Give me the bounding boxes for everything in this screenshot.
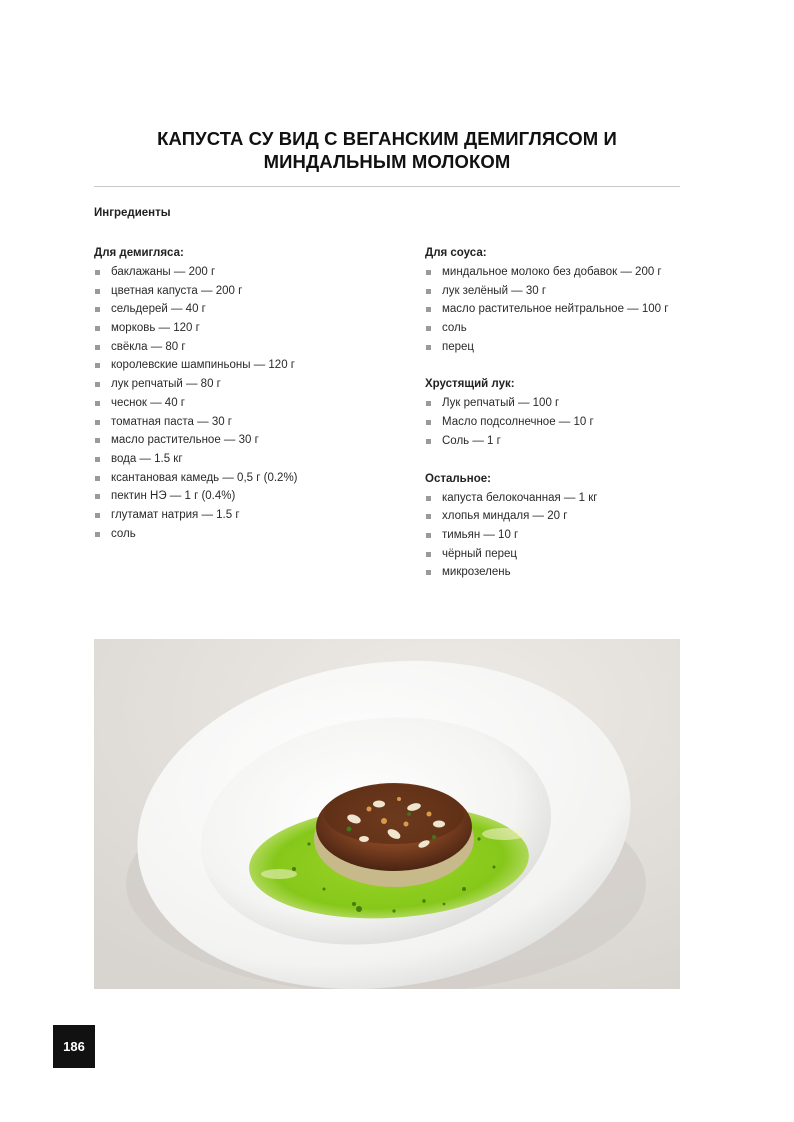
ingredient-list bbox=[94, 263, 404, 543]
group-title: Для соуса: bbox=[425, 247, 487, 259]
square-bullet-icon bbox=[426, 270, 431, 275]
ingredient-item: соль bbox=[94, 525, 404, 544]
ingredients-left-column bbox=[94, 244, 404, 543]
square-bullet-icon bbox=[95, 438, 100, 443]
square-bullet-icon bbox=[95, 326, 100, 331]
ingredient-list bbox=[425, 263, 725, 356]
square-bullet-icon bbox=[95, 494, 100, 499]
square-bullet-icon bbox=[426, 496, 431, 501]
square-bullet-icon bbox=[95, 401, 100, 406]
square-bullet-icon bbox=[426, 439, 431, 444]
ingredient-item: чеснок — 40 г bbox=[94, 394, 404, 413]
ingredient-group bbox=[425, 244, 725, 356]
ingredient-item: Масло подсолнечное — 10 г bbox=[425, 413, 725, 432]
ingredient-item: капуста белокочанная — 1 кг bbox=[425, 489, 725, 508]
square-bullet-icon bbox=[95, 307, 100, 312]
ingredients-right-column bbox=[425, 244, 725, 582]
ingredient-item: Соль — 1 г bbox=[425, 432, 725, 451]
square-bullet-icon bbox=[426, 289, 431, 294]
square-bullet-icon bbox=[426, 533, 431, 538]
dish-photo bbox=[94, 639, 680, 989]
square-bullet-icon bbox=[426, 326, 431, 331]
page-number: 186 bbox=[53, 1025, 95, 1068]
ingredient-item: соль bbox=[425, 319, 725, 338]
square-bullet-icon bbox=[426, 420, 431, 425]
ingredient-item: морковь — 120 г bbox=[94, 319, 404, 338]
square-bullet-icon bbox=[426, 401, 431, 406]
ingredients-heading: Ингредиенты bbox=[94, 207, 171, 219]
ingredient-item: масло растительное — 30 г bbox=[94, 431, 404, 450]
ingredient-item: тимьян — 10 г bbox=[425, 526, 725, 545]
ingredient-item: королевские шампиньоны — 120 г bbox=[94, 356, 404, 375]
ingredient-item: сельдерей — 40 г bbox=[94, 300, 404, 319]
ingredient-item: Лук репчатый — 100 г bbox=[425, 394, 725, 413]
square-bullet-icon bbox=[95, 382, 100, 387]
ingredient-group bbox=[94, 244, 404, 543]
ingredient-item: свёкла — 80 г bbox=[94, 338, 404, 357]
square-bullet-icon bbox=[95, 457, 100, 462]
ingredient-item: томатная паста — 30 г bbox=[94, 413, 404, 432]
square-bullet-icon bbox=[95, 363, 100, 368]
ingredient-item: вода — 1.5 кг bbox=[94, 450, 404, 469]
ingredient-item: ксантановая камедь — 0,5 г (0.2%) bbox=[94, 469, 404, 488]
square-bullet-icon bbox=[95, 513, 100, 518]
square-bullet-icon bbox=[95, 289, 100, 294]
ingredient-group bbox=[425, 470, 725, 582]
recipe-title: КАПУСТА СУ ВИД С ВЕГАНСКИМ ДЕМИГЛЯСОМ И МИНДАЛЬНЫМ МОЛОКОМ bbox=[157, 128, 617, 172]
group-title: Хрустящий лук: bbox=[425, 378, 515, 391]
square-bullet-icon bbox=[95, 270, 100, 275]
square-bullet-icon bbox=[95, 476, 100, 481]
ingredient-item: пектин НЭ — 1 г (0.4%) bbox=[94, 487, 404, 506]
ingredient-item: цветная капуста — 200 г bbox=[94, 282, 404, 301]
ingredient-item: хлопья миндаля — 20 г bbox=[425, 507, 725, 526]
ingredient-item: масло растительное нейтральное — 100 г bbox=[425, 300, 725, 319]
ingredient-item: чёрный перец bbox=[425, 545, 725, 564]
square-bullet-icon bbox=[95, 420, 100, 425]
square-bullet-icon bbox=[95, 532, 100, 537]
ingredient-list bbox=[425, 394, 725, 450]
ingredient-group bbox=[425, 375, 725, 450]
ingredient-list bbox=[425, 489, 725, 582]
ingredient-item: миндальное молоко без добавок — 200 г bbox=[425, 263, 725, 282]
square-bullet-icon bbox=[426, 552, 431, 557]
ingredient-item: микрозелень bbox=[425, 563, 725, 582]
ingredient-item: перец bbox=[425, 338, 725, 357]
ingredient-item: глутамат натрия — 1.5 г bbox=[94, 506, 404, 525]
title-divider bbox=[94, 186, 680, 187]
square-bullet-icon bbox=[426, 307, 431, 312]
ingredient-item: лук репчатый — 80 г bbox=[94, 375, 404, 394]
ingredient-item: лук зелёный — 30 г bbox=[425, 282, 725, 301]
ingredient-item: баклажаны — 200 г bbox=[94, 263, 404, 282]
square-bullet-icon bbox=[95, 345, 100, 350]
group-title: Остальное: bbox=[425, 472, 491, 485]
square-bullet-icon bbox=[426, 570, 431, 575]
square-bullet-icon bbox=[426, 514, 431, 519]
group-title: Для демигляса: bbox=[94, 247, 184, 259]
square-bullet-icon bbox=[426, 345, 431, 350]
